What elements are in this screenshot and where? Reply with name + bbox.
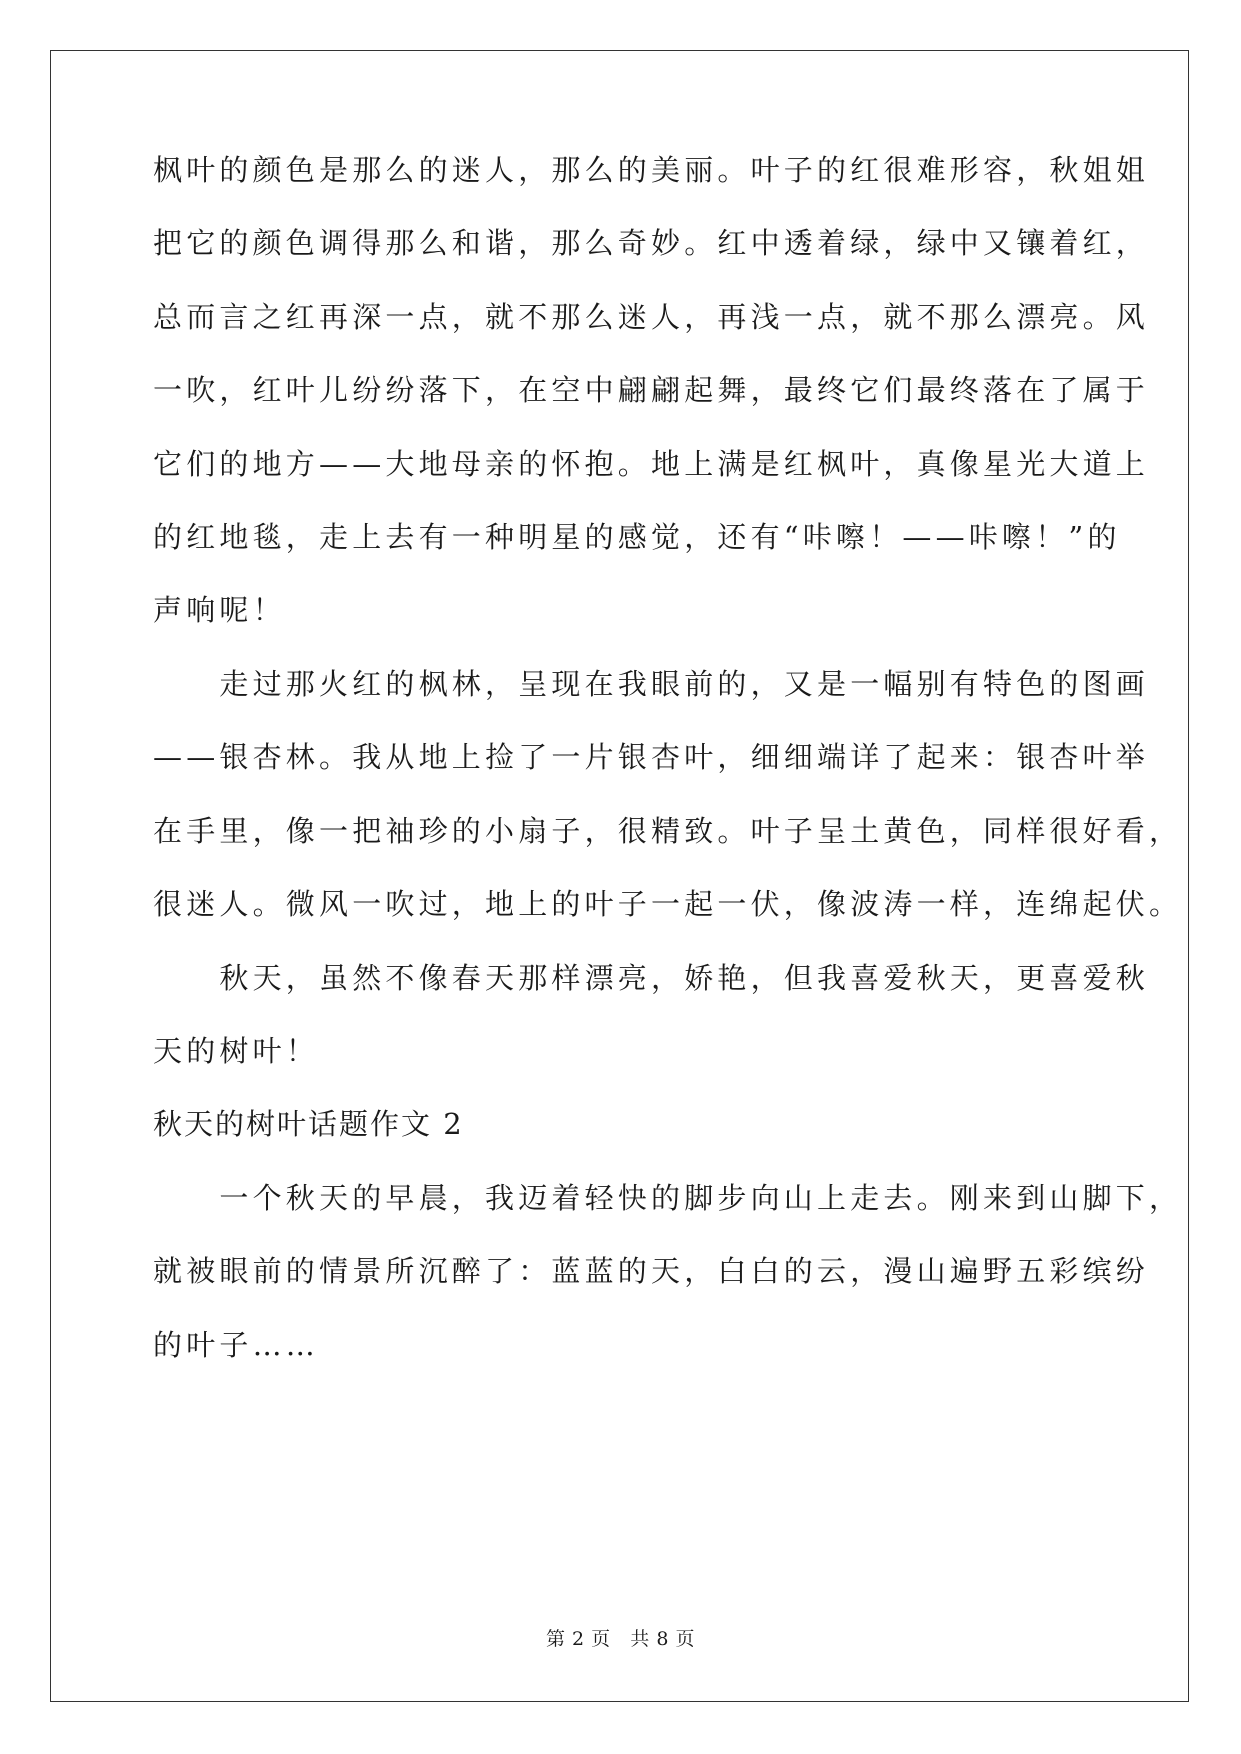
paragraph-line: 走过那火红的枫林，呈现在我眼前的，又是一幅别有特色的图画 [153, 667, 1150, 701]
paragraph-line: 它们的地方——大地母亲的怀抱。地上满是红枫叶，真像星光大道上 [153, 447, 1150, 481]
section-heading: 秋天的树叶话题作文 2 [153, 1107, 464, 1141]
paragraph-line: 声响呢！ [153, 593, 286, 627]
paragraph-line: 一吹，红叶儿纷纷落下，在空中翩翩起舞，最终它们最终落在了属于 [153, 373, 1150, 407]
paragraph-line: 就被眼前的情景所沉醉了：蓝蓝的天，白白的云，漫山遍野五彩缤纷 [153, 1254, 1150, 1288]
page-number-footer: 第 2 页 共 8 页 [546, 1628, 695, 1650]
paragraph-line: 把它的颜色调得那么和谐，那么奇妙。红中透着绿，绿中又镶着红， [153, 226, 1150, 260]
paragraph-line: 很迷人。微风一吹过，地上的叶子一起一伏，像波涛一样，连绵起伏。 [153, 887, 1183, 921]
paragraph-line: 一个秋天的早晨，我迈着轻快的脚步向山上走去。刚来到山脚下， [153, 1181, 1183, 1215]
paragraph-line: 秋天，虽然不像春天那样漂亮，娇艳，但我喜爱秋天，更喜爱秋 [153, 961, 1150, 995]
paragraph-line: 的红地毯，走上去有一种明星的感觉，还有“咔嚓！——咔嚓！”的 [153, 520, 1121, 554]
paragraph-line: 总而言之红再深一点，就不那么迷人，再浅一点，就不那么漂亮。风 [153, 300, 1150, 334]
paragraph-line: 枫叶的颜色是那么的迷人，那么的美丽。叶子的红很难形容，秋姐姐 [153, 153, 1150, 187]
paragraph-line: 在手里，像一把袖珍的小扇子，很精致。叶子呈土黄色，同样很好看， [153, 814, 1183, 848]
paragraph-line: ——银杏林。我从地上捡了一片银杏叶，细细端详了起来：银杏叶举 [153, 740, 1150, 774]
paragraph-line: 的叶子…… [153, 1328, 320, 1362]
paragraph-line: 天的树叶！ [153, 1034, 320, 1068]
